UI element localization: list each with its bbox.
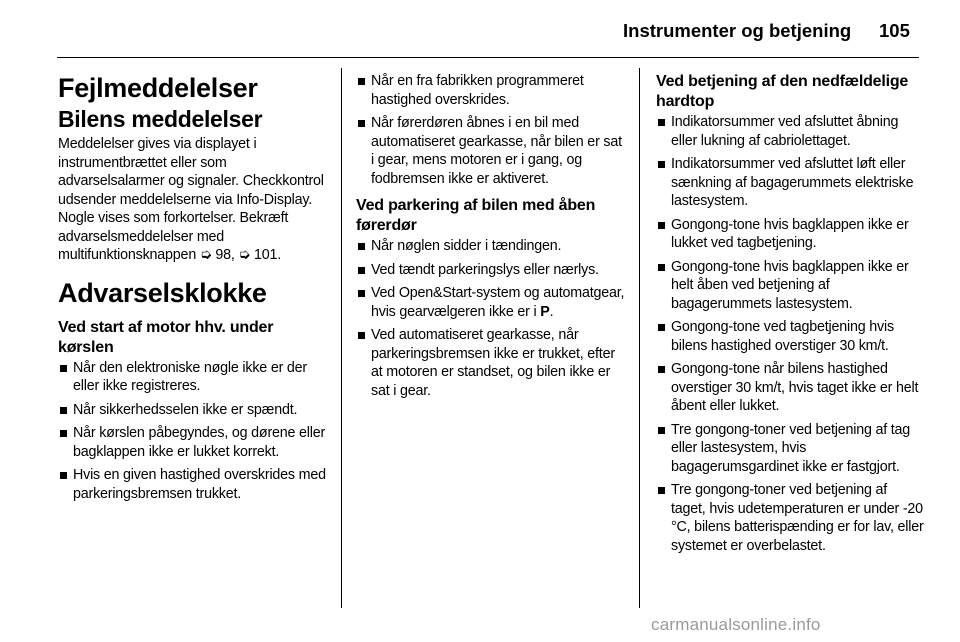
list-item: Gongong-tone hvis bagklappen ikke er helt åben ved betjening af bagagerummets lastesystem.	[656, 258, 924, 314]
list-item: Når sikkerhedsselen ikke er spændt.	[58, 401, 328, 420]
list-item: Indikatorsummer ved afsluttet løft eller sænkning af bagagerummets elektriske lastesystem.	[656, 155, 924, 211]
bullet-icon	[60, 365, 67, 372]
column-divider-left	[341, 68, 342, 608]
bullet-icon	[658, 366, 665, 373]
list-item: Når førerdøren åbnes i en bil med automatiseret gearkasse, når bilen er sat i gear, mens motoren er i gang, og fodbremsen ikke er aktiveret.	[356, 114, 626, 188]
bullet-icon	[358, 290, 365, 297]
bullet-icon	[60, 430, 67, 437]
column-1	[58, 72, 328, 508]
bullet-icon	[358, 332, 365, 339]
messages-paragraph: Meddelelser gives via displayet i instrumentbrættet eller som advarselsalarmer og signaler. Checkkontrol udsender meddelelserne via Info-Display. Nogle vises som forkortelser. Bekræft advarselsmeddelelser med multifunktionsknappen ➭ 98, ➭ 101.	[58, 136, 324, 263]
subheading-hardtop: Ved betjening af den nedfældelige hardtop	[656, 73, 909, 110]
list-item: Når en fra fabrikken programmeret hastighed overskrides.	[356, 72, 626, 109]
list-item: Ved tændt parkeringslys eller nærlys.	[356, 261, 626, 280]
list-item: Gongong-tone hvis bagklappen ikke er lukket ved tagbetjening.	[656, 216, 924, 253]
bullet-icon	[658, 324, 665, 331]
page-header-title: Instrumenter og betjening	[623, 20, 852, 41]
list-item: Når nøglen sidder i tændingen.	[356, 237, 626, 256]
gear-position-p: P	[540, 303, 550, 320]
bullet-icon	[658, 222, 665, 229]
column-divider-right	[639, 68, 640, 608]
bullet-icon	[658, 264, 665, 271]
list-item: Ved automatiseret gearkasse, når parkeringsbremsen ikke er trukket, efter at motoren er standset, og bilen ikke er sat i gear.	[356, 326, 626, 400]
bullet-icon	[60, 407, 67, 414]
bullet-icon	[358, 243, 365, 250]
list-item: Når den elektroniske nøgle ikke er der eller ikke registreres.	[58, 359, 328, 396]
header-rule	[57, 57, 919, 58]
list-item: Indikatorsummer ved afsluttet åbning eller lukning af cabriolettaget.	[656, 113, 924, 150]
bullet-icon	[658, 487, 665, 494]
bullet-icon	[658, 427, 665, 434]
column-2	[356, 72, 626, 405]
subheading-start-motor: Ved start af motor hhv. under kørslen	[58, 318, 274, 356]
bullet-icon	[358, 267, 365, 274]
subheading-bilens-meddelelser: Bilens meddelelser	[58, 106, 263, 132]
section-heading-advarselsklokke: Advarselsklokke	[58, 277, 267, 308]
list-item: Gongong-tone når bilens hastighed overstiger 30 km/t, hvis taget ikke er helt åbent eller lukket.	[656, 360, 924, 416]
continued-list	[356, 72, 626, 188]
list-item: Når kørslen påbegyndes, og dørene eller bagklappen ikke er lukket korrekt.	[58, 424, 328, 461]
list-item: Hvis en given hastighed overskrides med parkeringsbremsen trukket.	[58, 466, 328, 503]
watermark: carmanualsonline.info	[651, 615, 821, 634]
start-conditions-list	[58, 359, 328, 504]
page-number: 105	[879, 20, 910, 41]
bullet-icon	[658, 161, 665, 168]
hardtop-list	[656, 113, 924, 555]
bullet-icon	[358, 120, 365, 127]
section-heading-fejlmeddelelser: Fejlmeddelelser	[58, 73, 258, 103]
list-item: Gongong-tone ved tagbetjening hvis bilens hastighed overstiger 30 km/t.	[656, 318, 924, 355]
bullet-icon	[358, 78, 365, 85]
column-3	[656, 72, 924, 560]
parking-conditions-list	[356, 237, 626, 400]
list-item: Tre gongong-toner ved betjening af tag eller lastesystem, hvis bagagerumsgardinet ikke er fastgjort.	[656, 421, 924, 477]
list-item: Tre gongong-toner ved betjening af taget, hvis udetemperaturen er under -20 °C, bilens batterispænding er for lav, eller systemet er overbelastet.	[656, 481, 924, 555]
list-item: Ved Open&Start-system og automatgear, hvis gearvælgeren ikke er i P.	[356, 284, 626, 321]
subheading-parkering: Ved parkering af bilen med åben førerdør	[356, 197, 596, 234]
bullet-icon	[658, 119, 665, 126]
bullet-icon	[60, 472, 67, 479]
